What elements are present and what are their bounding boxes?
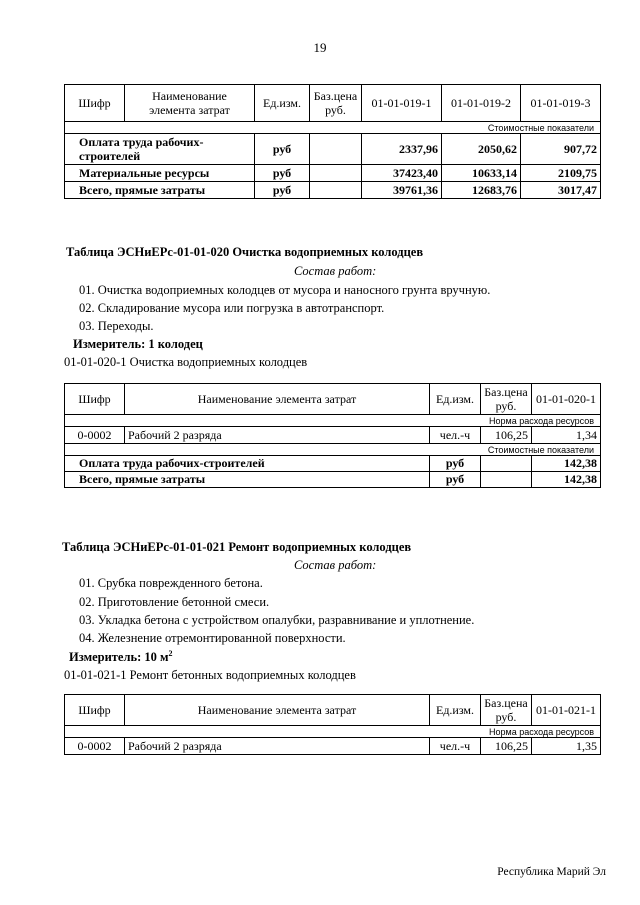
table-row — [65, 182, 601, 199]
row-code: 0-0002 — [65, 738, 125, 755]
section-020-work-item: 03. Переходы. — [79, 319, 154, 333]
row-value: 142,38 — [532, 472, 601, 488]
row-unit: руб — [430, 472, 481, 488]
row-unit: руб — [255, 134, 310, 165]
table-020-header-row — [65, 384, 601, 415]
row-name: Оплата труда рабочих-строителей — [65, 456, 430, 472]
table-019-subheader-row — [65, 122, 601, 134]
table-row — [65, 134, 601, 165]
row-price: 106,25 — [481, 738, 532, 755]
subheader-norm: Норма расхода ресурсов — [65, 415, 601, 427]
table-019-header-row — [65, 85, 601, 122]
table-row — [65, 456, 601, 472]
header-price: Баз.цена руб. — [481, 695, 532, 726]
header-col-2: 01-01-019-2 — [442, 85, 521, 122]
section-021-composition-label: Состав работ: — [294, 558, 377, 572]
row-name: Материальные ресурсы — [65, 165, 255, 182]
meter-exponent: 2 — [168, 649, 173, 658]
table-021 — [64, 694, 601, 755]
header-price: Баз.цена руб. — [310, 85, 362, 122]
header-name: Наименование элемента затрат — [125, 695, 430, 726]
row-value-2: 10633,14 — [442, 165, 521, 182]
table-020-subheader-norm — [65, 415, 601, 427]
header-unit: Ед.изм. — [430, 695, 481, 726]
page-number: 19 — [313, 40, 327, 55]
table-row — [65, 472, 601, 488]
table-021-subheader-norm — [65, 726, 601, 738]
row-value: 1,35 — [532, 738, 601, 755]
row-unit: руб — [255, 165, 310, 182]
row-name: Всего, прямые затраты — [65, 182, 255, 199]
header-unit: Ед.изм. — [430, 384, 481, 415]
section-021-work-item: 01. Срубка поврежденного бетона. — [79, 576, 263, 590]
section-021-work-item: 02. Приготовление бетонной смеси. — [79, 595, 270, 609]
section-021-work-item: 03. Укладка бетона с устройством опалубки, разравнивание и уплотнение. — [79, 613, 475, 627]
section-020-meter: Измеритель: 1 колодец — [73, 337, 203, 351]
row-value-1: 37423,40 — [362, 165, 442, 182]
row-name: Рабочий 2 разряда — [125, 738, 430, 755]
header-code: Шифр — [65, 384, 125, 415]
row-code: 0-0002 — [65, 427, 125, 444]
meter-text: Измеритель: 10 м — [69, 650, 169, 665]
section-021-meter — [69, 649, 173, 665]
row-unit: руб — [430, 456, 481, 472]
table-019 — [64, 84, 601, 199]
section-020-title: Таблица ЭСНиЕРс-01-01-020 Очистка водоприемных колодцев — [66, 245, 424, 259]
header-name: Наименование элемента затрат — [125, 85, 255, 122]
row-value-3: 3017,47 — [521, 182, 601, 199]
table-020-subheader-cost — [65, 444, 601, 456]
row-value-3: 2109,75 — [521, 165, 601, 182]
row-unit: чел.-ч — [430, 738, 481, 755]
row-name: Всего, прямые затраты — [65, 472, 430, 488]
header-col-1: 01-01-020-1 — [532, 384, 601, 415]
header-col-3: 01-01-019-3 — [521, 85, 601, 122]
footer-region: Республика Марий Эл — [497, 866, 606, 878]
header-price: Баз.цена руб. — [481, 384, 532, 415]
row-value-1: 39761,36 — [362, 182, 442, 199]
section-021-work-item: 04. Железнение отремонтированной поверхности. — [79, 631, 346, 645]
row-value: 1,34 — [532, 427, 601, 444]
header-name: Наименование элемента затрат — [125, 384, 430, 415]
table-020 — [64, 383, 601, 488]
row-name: Оплата труда рабочих-строителей — [65, 134, 255, 165]
header-code: Шифр — [65, 695, 125, 726]
section-020-composition-label: Состав работ: — [294, 264, 377, 278]
row-value-2: 2050,62 — [442, 134, 521, 165]
row-value-1: 2337,96 — [362, 134, 442, 165]
section-021-code-line: 01-01-021-1 Ремонт бетонных водоприемных колодцев — [64, 668, 356, 682]
subheader-cost: Стоимостные показатели — [65, 444, 601, 456]
table-021-header-row — [65, 695, 601, 726]
row-value-2: 12683,76 — [442, 182, 521, 199]
header-col-1: 01-01-021-1 — [532, 695, 601, 726]
table-row — [65, 738, 601, 755]
header-unit: Ед.изм. — [255, 85, 310, 122]
section-020-code-line: 01-01-020-1 Очистка водоприемных колодцев — [64, 355, 308, 369]
row-price: 106,25 — [481, 427, 532, 444]
row-unit: чел.-ч — [430, 427, 481, 444]
section-021-title: Таблица ЭСНиЕРс-01-01-021 Ремонт водоприемных колодцев — [62, 540, 412, 554]
subheader-norm: Норма расхода ресурсов — [65, 726, 601, 738]
subheader-cost: Стоимостные показатели — [65, 122, 601, 134]
section-020-work-item: 01. Очистка водоприемных колодцев от мусора и наносного грунта вручную. — [79, 283, 491, 297]
row-name: Рабочий 2 разряда — [125, 427, 430, 444]
table-row — [65, 427, 601, 444]
section-020-work-item: 02. Складирование мусора или погрузка в автотранспорт. — [79, 301, 385, 315]
header-col-1: 01-01-019-1 — [362, 85, 442, 122]
row-unit: руб — [255, 182, 310, 199]
row-value: 142,38 — [532, 456, 601, 472]
header-code: Шифр — [65, 85, 125, 122]
table-row — [65, 165, 601, 182]
row-value-3: 907,72 — [521, 134, 601, 165]
